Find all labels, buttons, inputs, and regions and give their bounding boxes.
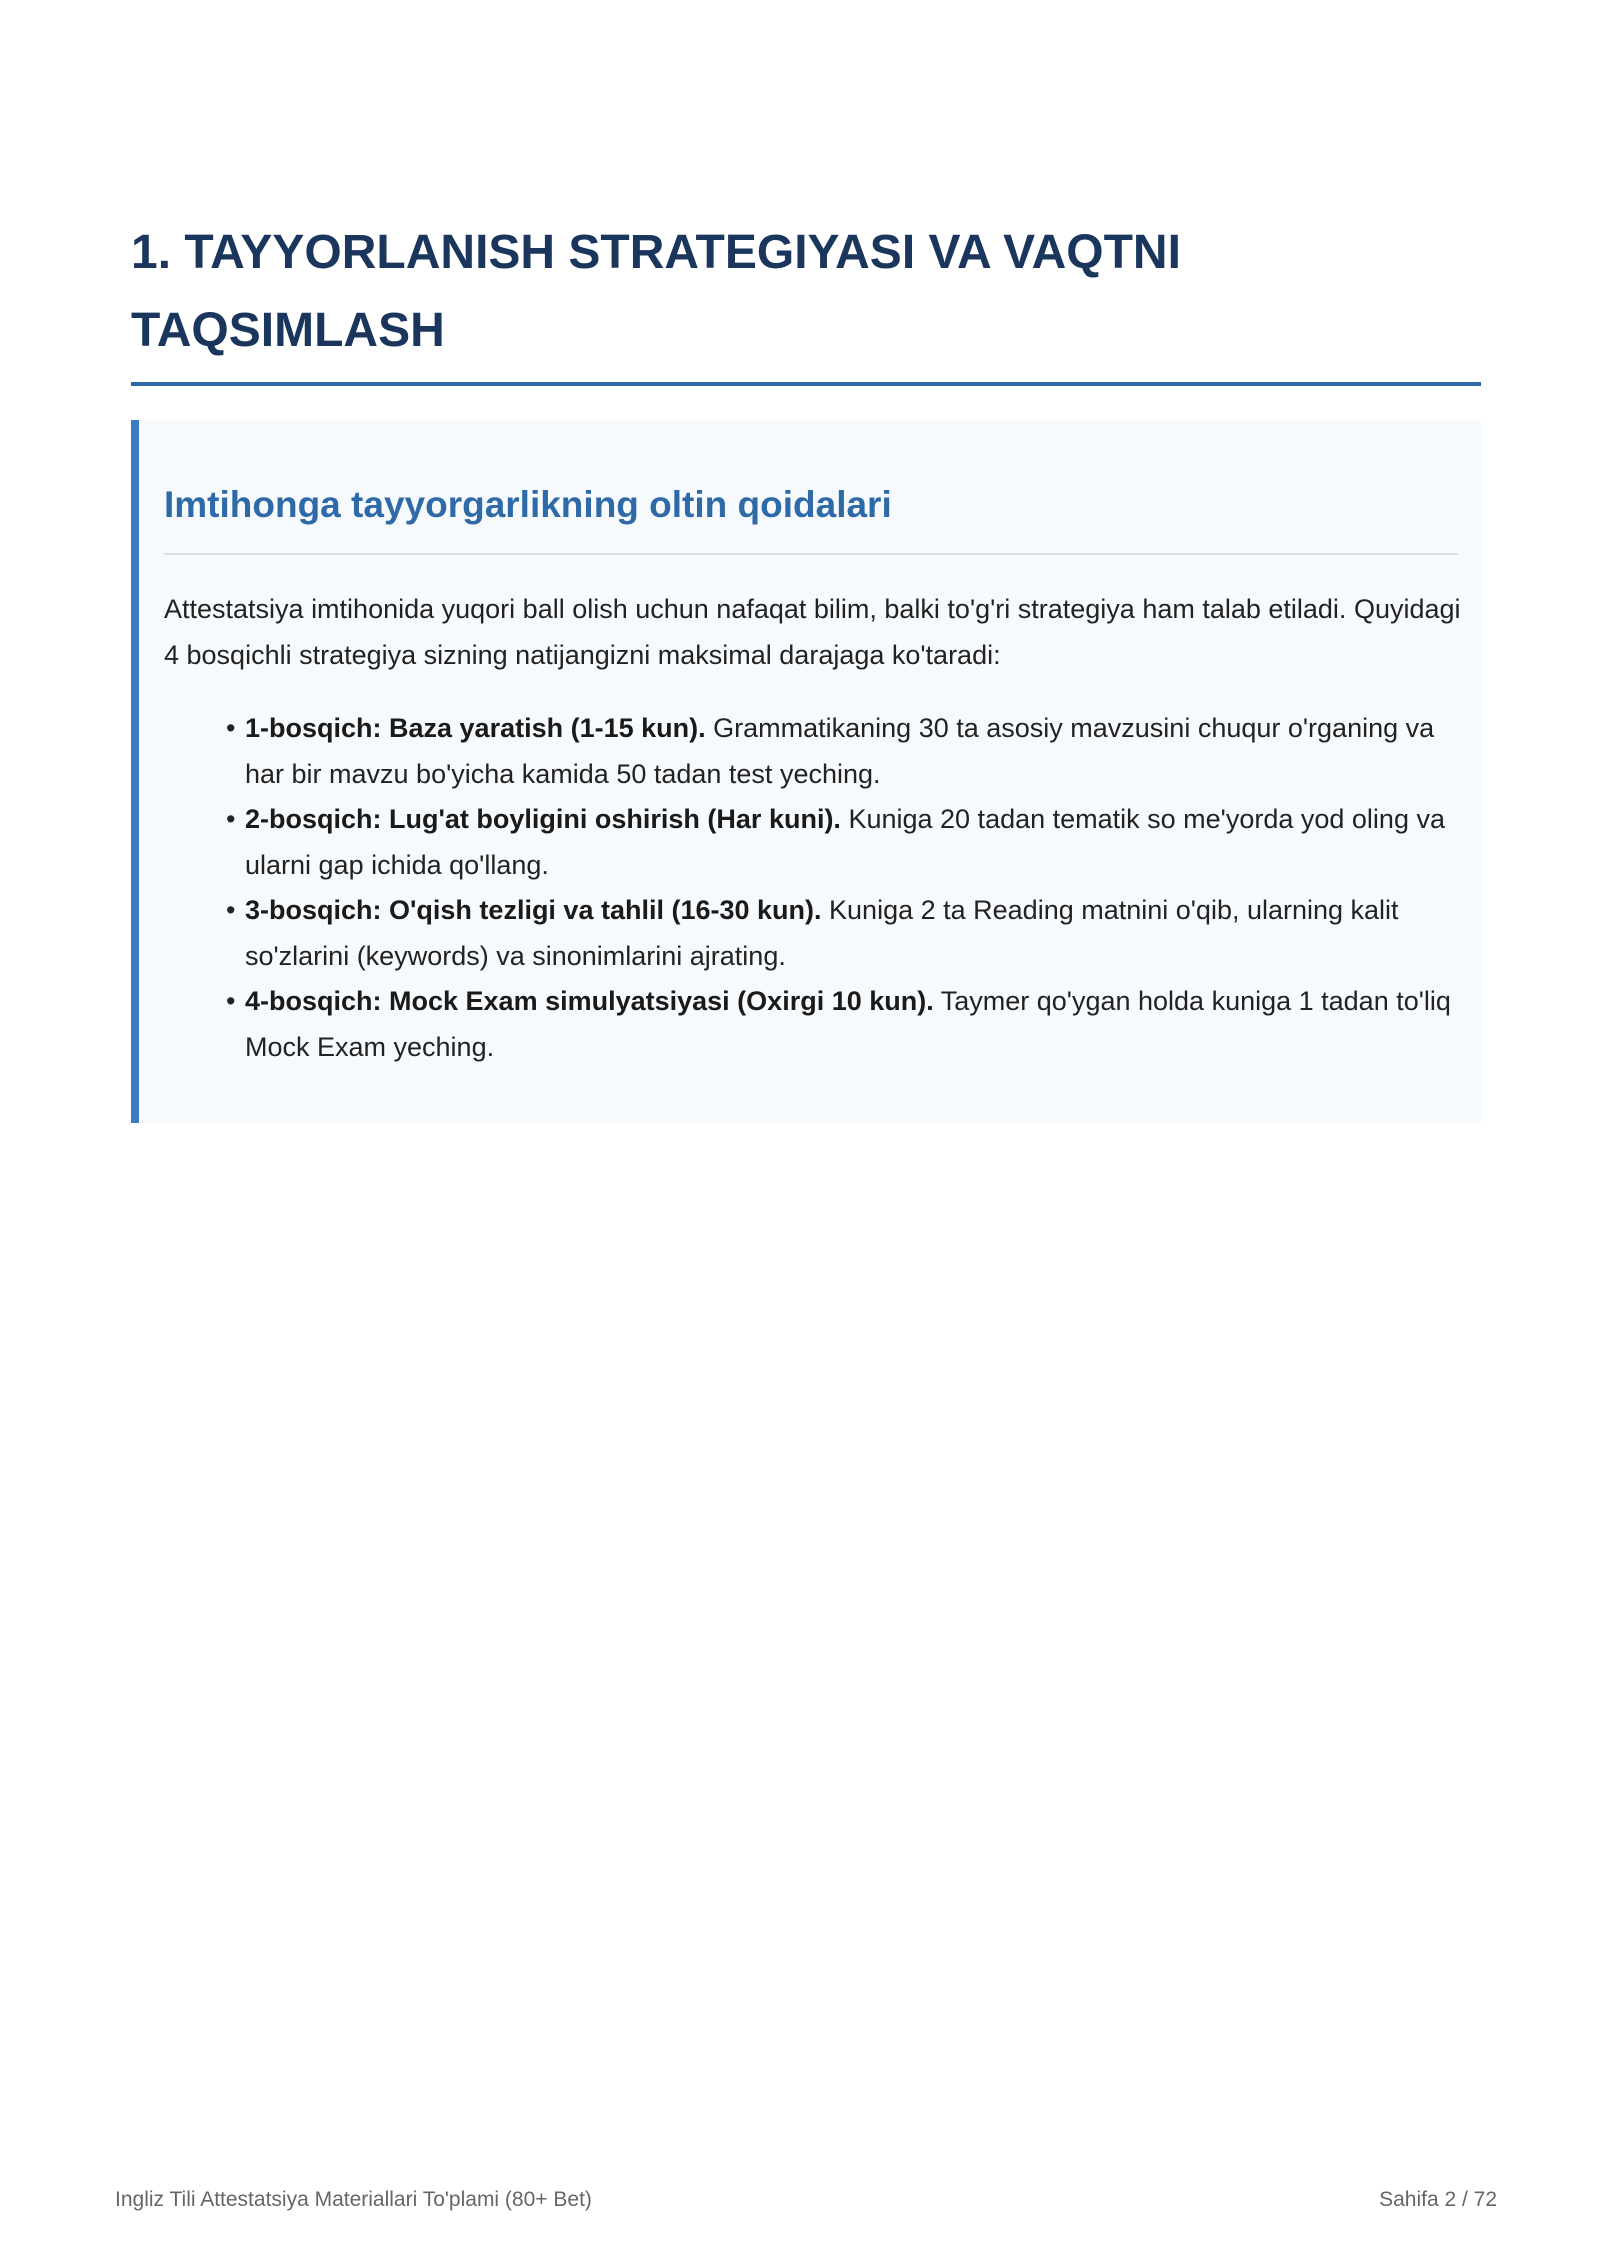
- step-title: 4-bosqich: Mock Exam simulyatsiyasi (Oxirgi 10 kun).: [245, 986, 934, 1016]
- strategy-steps-list: [164, 706, 1464, 1070]
- strategy-step-2: [164, 797, 1464, 888]
- callout-intro: Attestatsiya imtihonida yuqori ball olish uchun nafaqat bilim, balki to'g'ri strategiya ham talab etiladi. Quyidagi 4 bosqichli strategiya sizning natijangizni maksimal darajaga ko'taradi:: [164, 594, 1461, 670]
- footer-document-title: Ingliz Tili Attestatsiya Materiallari To'plami (80+ Bet): [115, 2188, 592, 2211]
- strategy-step-1: [164, 706, 1464, 797]
- title-divider: [131, 382, 1481, 386]
- footer-page-number: Sahifa 2 / 72: [1379, 2188, 1497, 2211]
- strategy-callout: [131, 420, 1481, 1123]
- step-title: 3-bosqich: O'qish tezligi va tahlil (16-30 kun).: [245, 895, 822, 925]
- strategy-step-3: [164, 888, 1464, 979]
- step-text: Grammatikaning 30 ta asosiy mavzusini chuqur o'rganing va har bir mavzu bo'yicha kamida 50 tadan test yeching.: [245, 713, 1435, 789]
- bullet-icon: •: [226, 986, 236, 1016]
- bullet-icon: •: [226, 895, 236, 925]
- page-title: 1. TAYYORLANISH STRATEGIYASI VA VAQTNI TAQSIMLASH: [131, 226, 1181, 357]
- step-title: 2-bosqich: Lug'at boyligini oshirish (Har kuni).: [245, 804, 841, 834]
- callout-heading: Imtihonga tayyorgarlikning oltin qoidalari: [164, 484, 892, 525]
- step-text: Taymer qo'ygan holda kuniga 1 tadan to'liq Mock Exam yeching.: [245, 986, 1451, 1062]
- callout-divider: [164, 553, 1458, 555]
- bullet-icon: •: [226, 713, 236, 743]
- step-text: Kuniga 20 tadan tematik so me'yorda yod oling va ularni gap ichida qo'llang.: [245, 804, 1445, 880]
- step-title: 1-bosqich: Baza yaratish (1-15 kun).: [245, 713, 706, 743]
- step-text: Kuniga 2 ta Reading matnini o'qib, ularning kalit so'zlarini (keywords) va sinonimlarini ajrating.: [245, 895, 1399, 971]
- bullet-icon: •: [226, 804, 236, 834]
- strategy-step-4: [164, 979, 1464, 1070]
